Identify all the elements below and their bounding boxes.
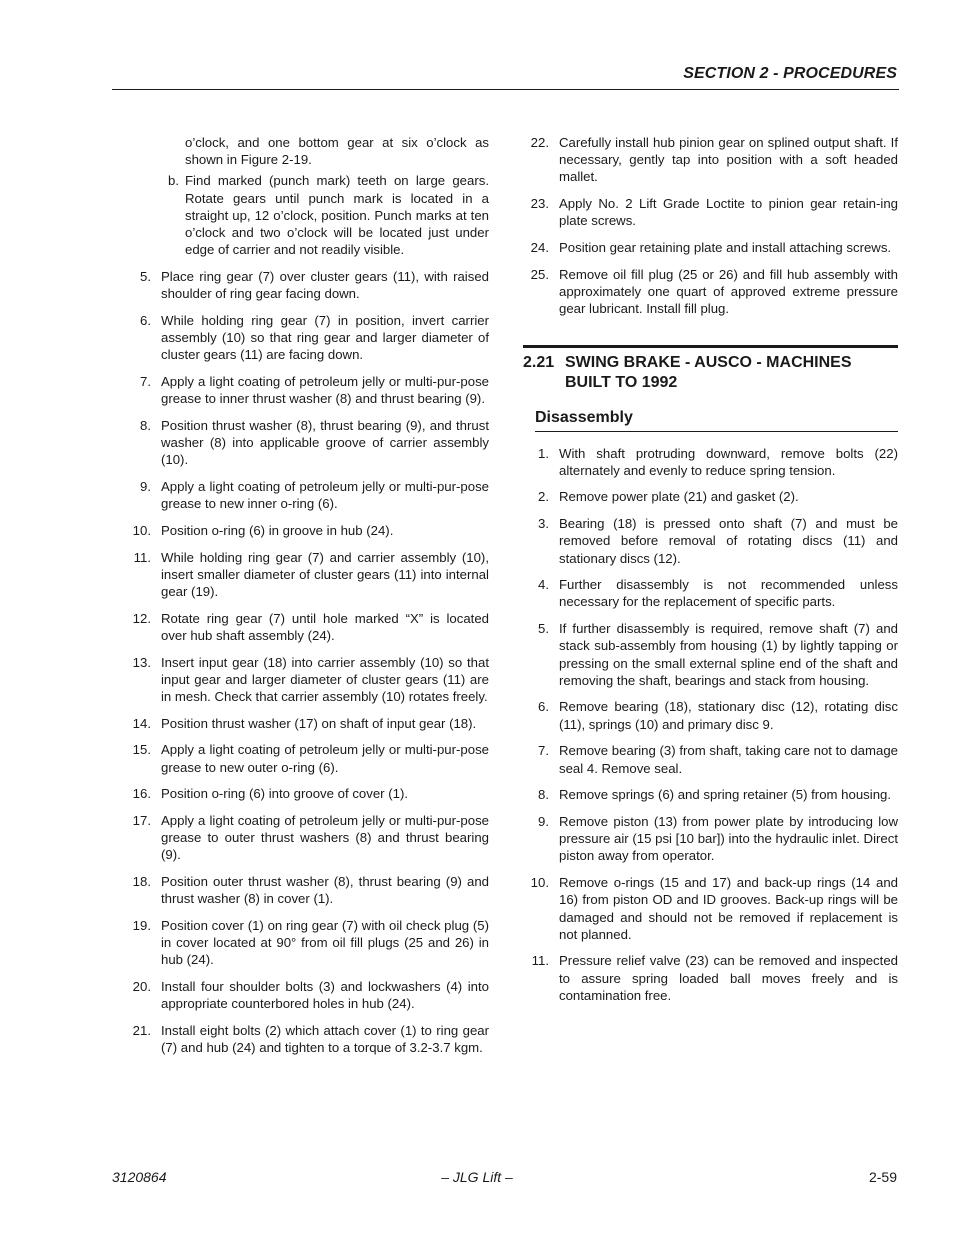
item-text: Remove power plate (21) and gasket (2). — [559, 489, 799, 505]
item-text: If further disassembly is required, remove shaft (7) and stack sub-assembly from housing (1) by lightly tapping or pressing on the small external spline end of the shaft and removing the shaft, bearings and stack from housing. — [559, 621, 898, 688]
list-item — [125, 917, 489, 969]
item-number: 25. — [530, 266, 549, 282]
list-item — [523, 698, 898, 732]
list-item — [523, 266, 898, 318]
item-number: 6. — [140, 312, 151, 328]
list-item — [523, 239, 898, 256]
list-item — [125, 812, 489, 864]
list-item — [523, 742, 898, 776]
list-item — [125, 1022, 489, 1056]
list-item — [523, 134, 898, 186]
list-item — [125, 522, 489, 539]
item-number: 6. — [538, 699, 549, 715]
footer-doc-number: 3120864 — [112, 1169, 167, 1185]
item-text: Position thrust washer (17) on shaft of input gear (18). — [161, 715, 477, 731]
item-number: 4. — [538, 577, 549, 593]
item-number: 15. — [132, 742, 151, 758]
sub-item — [125, 172, 489, 258]
list-item — [523, 874, 898, 943]
item-number: 9. — [538, 813, 549, 829]
list-item — [523, 620, 898, 689]
footer-page-number: 2-59 — [868, 1169, 897, 1185]
item-number: 5. — [538, 621, 549, 637]
item-text: Remove piston (13) from power plate by introducing low pressure air (15 psi [10 bar]) into the hydraulic inlet. Direct piston away from operator. — [559, 813, 898, 864]
list-item — [125, 785, 489, 802]
footer-publisher: – JLG Lift – — [441, 1169, 513, 1185]
subheading-disassembly: Disassembly — [535, 409, 898, 431]
item-number: 7. — [538, 743, 549, 759]
item-text: Remove springs (6) and spring retainer (5) from housing. — [559, 787, 892, 803]
item-text: Pressure relief valve (23) can be removed and inspected to assure spring loaded ball moves freely and is contamination free. — [559, 953, 898, 1003]
list-item — [125, 978, 489, 1012]
item-text: Position o-ring (6) in groove in hub (24). — [161, 522, 394, 538]
left-column — [125, 134, 489, 1066]
item-text: Apply a light coating of petroleum jelly or multi-pur-pose grease to new inner o-ring (6). — [161, 478, 489, 512]
item-text: Rotate ring gear (7) until hole marked “X” is located over hub shaft assembly (24). — [161, 610, 489, 643]
disassembly-list — [523, 445, 898, 1004]
item-number: 5. — [140, 268, 151, 284]
item-text: Position thrust washer (8), thrust bearing (9), and thrust washer (8) into applicable groove of carrier assembly (10). — [161, 417, 489, 468]
item-text: Further disassembly is not recommended unless necessary for the replacement of specific parts. — [559, 577, 898, 610]
list-item — [523, 952, 898, 1004]
item-text: Remove bearing (3) from shaft, taking care not to damage seal 4. Remove seal. — [559, 743, 898, 776]
item-text: Position outer thrust washer (8), thrust bearing (9) and thrust washer (8) in cover (1). — [161, 874, 489, 907]
list-item — [125, 873, 489, 907]
continuation-text: o’clock, and one bottom gear at six o’clock as shown in Figure 2-19. — [185, 135, 489, 168]
item-text: Apply a light coating of petroleum jelly or multi-pur-pose grease to inner thrust washer (8) and thrust bearing (9). — [161, 373, 489, 407]
item-number: 1. — [538, 445, 549, 461]
item-number: 20. — [132, 979, 151, 995]
list-item — [523, 576, 898, 610]
item-text: Remove oil fill plug (25 or 26) and fill hub assembly with approximately one quart of approved extreme pressure gear lubricant. Install fill plug. — [559, 266, 898, 317]
list-item — [125, 373, 489, 407]
item-text: Place ring gear (7) over cluster gears (11), with raised shoulder of ring gear facing down. — [161, 268, 489, 302]
item-number: 21. — [132, 1023, 151, 1039]
item-text: Install eight bolts (2) which attach cover (1) to ring gear (7) and hub (24) and tighten to a torque of 3.2-3.7 kgm. — [161, 1023, 489, 1056]
sub-item-text: Find marked (punch mark) teeth on large gears. Rotate gears until punch mark is located in a straight up, 12 o’clock, position. Punch marks at ten o’clock and two o’clock will be located just under edge of carrier and not readily visible. — [185, 173, 489, 258]
list-item — [125, 268, 489, 302]
list-item — [523, 515, 898, 567]
item-number: 10. — [132, 522, 151, 538]
item-text: Apply a light coating of petroleum jelly or multi-pur-pose grease to outer thrust washers (8) and thrust bearing (9). — [161, 813, 489, 863]
item-text: Remove bearing (18), stationary disc (12), rotating disc (11), springs (10) and primary disc 9. — [559, 699, 898, 732]
item-number: 3. — [538, 516, 549, 532]
item-text: Position o-ring (6) into groove of cover (1). — [161, 786, 409, 802]
list-item — [125, 549, 489, 601]
item-number: 12. — [132, 610, 151, 626]
item-text: While holding ring gear (7) in position, invert carrier assembly (10) so that ring gear and larger diameter of cluster gears (11) are facing down. — [161, 312, 489, 363]
item-number: 17. — [132, 813, 151, 828]
section-title: SWING BRAKE - AUSCO - MACHINES BUILT TO 1992 — [565, 354, 852, 392]
list-item — [125, 478, 489, 512]
item-number: 9. — [140, 478, 151, 494]
item-number: 8. — [140, 417, 151, 433]
item-text: Remove o-rings (15 and 17) and back-up rings (14 and 16) from piston OD and ID grooves. Back-up rings will be damaged and should not be removed if replacement is not planned. — [559, 875, 898, 942]
list-item — [125, 741, 489, 775]
item-text: Install four shoulder bolts (3) and lockwashers (4) into appropriate counterbored holes in hub (24). — [161, 979, 489, 1012]
sub-item-label: b. — [168, 173, 179, 189]
item-number: 11. — [133, 549, 151, 565]
item-number: 11. — [531, 953, 549, 969]
list-item — [523, 195, 898, 229]
list-item — [125, 654, 489, 706]
section-rule — [523, 345, 898, 348]
item-text: Apply a light coating of petroleum jelly or multi-pur-pose grease to new outer o-ring (6). — [161, 742, 489, 775]
right-column — [523, 134, 898, 1014]
item-number: 18. — [132, 874, 151, 890]
item-text: Carefully install hub pinion gear on splined output shaft. If necessary, gently tap into position with a soft headed mallet. — [559, 135, 898, 185]
item-text: Position cover (1) on ring gear (7) with oil check plug (5) in cover located at 90° from oil fill plugs (25 and 26) in hub (24). — [161, 918, 489, 968]
list-item — [523, 445, 898, 479]
item-number: 7. — [140, 373, 151, 389]
item-text: With shaft protruding downward, remove bolts (22) alternately and evenly to reduce spring tension. — [559, 445, 898, 478]
item-number: 24. — [530, 240, 549, 256]
list-item — [125, 312, 489, 364]
section-number: 2.21 — [523, 354, 555, 372]
list-item — [125, 610, 489, 644]
list-item — [125, 417, 489, 469]
item-text: Position gear retaining plate and install attaching screws. — [559, 240, 892, 256]
item-text: Bearing (18) is pressed onto shaft (7) and must be removed before removal of rotating discs (11) and stationary discs (12). — [559, 516, 898, 566]
header-rule — [112, 89, 899, 90]
item-number: 10. — [530, 875, 549, 891]
item-number: 22. — [530, 135, 549, 150]
item-number: 19. — [132, 918, 151, 934]
item-number: 13. — [132, 654, 151, 670]
item-number: 2. — [538, 489, 549, 505]
list-item — [523, 488, 898, 505]
section-heading — [523, 353, 898, 393]
list-item — [523, 813, 898, 865]
item-number: 8. — [538, 787, 549, 803]
list-item — [523, 786, 898, 803]
item-number: 23. — [530, 196, 549, 212]
item-number: 14. — [132, 715, 151, 731]
section-header: SECTION 2 - PROCEDURES — [683, 65, 897, 82]
list-item — [125, 715, 489, 732]
item-text: While holding ring gear (7) and carrier assembly (10), insert smaller diameter of cluster gears (11) into internal gear (19). — [161, 549, 489, 599]
item-number: 16. — [132, 786, 151, 802]
item-text: Apply No. 2 Lift Grade Loctite to pinion gear retain-ing plate screws. — [559, 196, 898, 229]
item-text: Insert input gear (18) into carrier assembly (10) so that input gear and larger diameter of cluster gears (11) are in mesh. Check that carrier assembly (10) rotates freely. — [161, 654, 489, 704]
